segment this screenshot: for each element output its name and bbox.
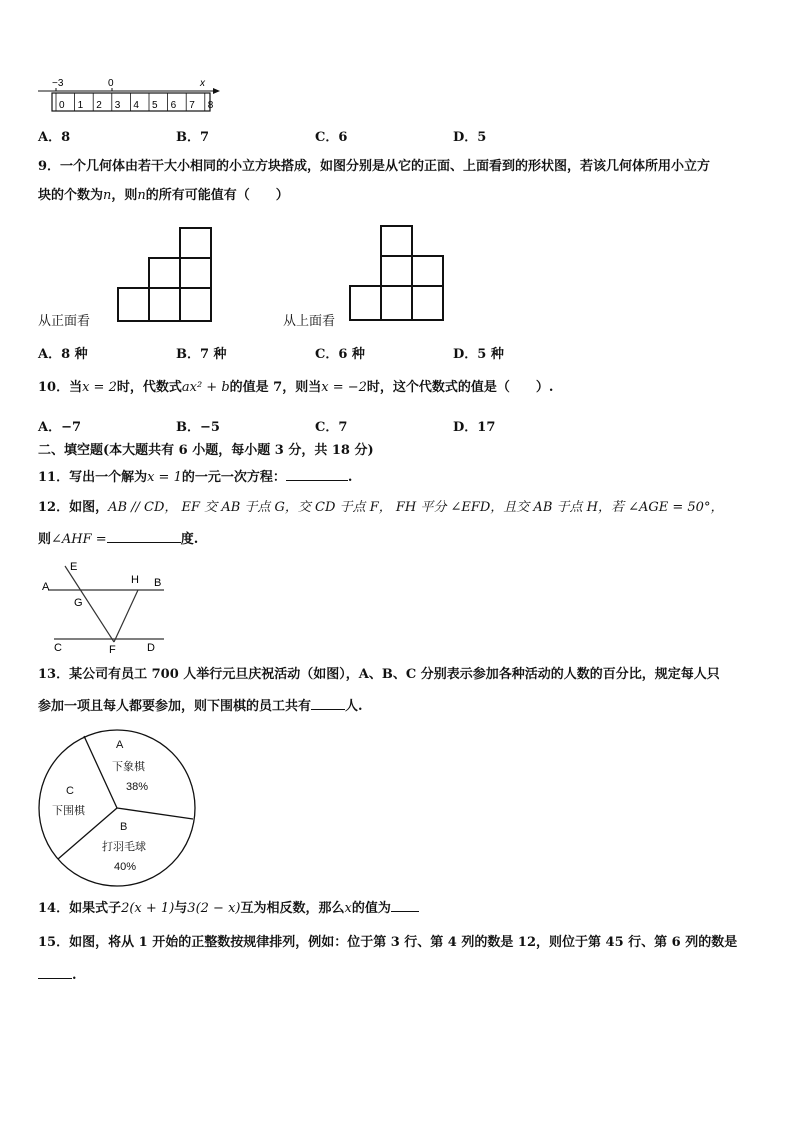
q8-option-d[interactable]: D．5: [453, 130, 487, 145]
q14-answer-blank[interactable]: [391, 899, 419, 912]
pie-C-letter: C: [66, 785, 74, 797]
front-view-label: 从正面看: [38, 314, 91, 329]
fig-label-G: G: [74, 597, 83, 609]
q15-line2: .: [38, 966, 77, 985]
pie-B-pct: 40%: [114, 861, 137, 873]
q12-line1: 12．如图，AB // CD， EF 交 AB 于点 G，交 CD 于点 F， FH 平分 ∠EFD，且交 AB 于点 H，若 ∠AGE = 50°，: [38, 500, 724, 515]
pie-B-letter: B: [120, 821, 128, 833]
q9-option-c[interactable]: C．6 种: [315, 347, 365, 362]
ruler-tick-label: 2: [96, 100, 102, 111]
fig-label-F: F: [109, 644, 116, 656]
ruler-tick-label: 7: [189, 100, 195, 111]
q13-answer-blank[interactable]: [311, 697, 345, 710]
q12-line2: 则∠AHF = 度.: [38, 532, 199, 547]
fig-label-H: H: [131, 574, 139, 586]
ruler-tick-label: 6: [170, 100, 177, 111]
q9-option-d[interactable]: D．5 种: [453, 347, 504, 362]
q9-option-b[interactable]: B．7 种: [176, 347, 227, 362]
q10-option-b[interactable]: B．−5: [176, 420, 220, 435]
pie-C-name: 下围棋: [52, 805, 85, 817]
label-x: x: [200, 78, 205, 89]
label-minus-3: −3: [52, 78, 64, 89]
q10-option-c[interactable]: C．7: [315, 420, 348, 435]
q8-option-b[interactable]: B．7: [176, 130, 210, 145]
q11-text: 11．写出一个解为x = 1的一元一次方程： .: [38, 470, 353, 485]
q11-answer-blank[interactable]: [286, 468, 348, 481]
q10-text: 10．当x = 2时，代数式ax² + b的值是 7，则当x = −2时，这个代数式的值是（ ）.: [38, 380, 554, 395]
pie-A-name: 下象棋: [112, 761, 145, 773]
fig-label-C: C: [54, 642, 62, 654]
var-n-2: n: [137, 188, 146, 203]
q13-line1: 13．某公司有员工 700 人举行元旦庆祝活动（如图），A、B、C 分别表示参加各种活动的人数的百分比，规定每人只: [38, 667, 720, 682]
q8-option-a[interactable]: A．8: [38, 130, 71, 145]
q10-option-a[interactable]: A．−7: [38, 420, 82, 435]
top-view-figure: [344, 222, 464, 324]
ruler-tick-label: 5: [152, 100, 158, 111]
pie-A-letter: A: [116, 739, 124, 751]
ruler-tick-label: 8: [207, 100, 214, 111]
top-view-label: 从上面看: [283, 314, 336, 329]
var-n: n: [103, 188, 112, 203]
label-zero: 0: [108, 78, 114, 89]
fig-label-E: E: [70, 561, 78, 573]
fig-label-B: B: [154, 577, 162, 589]
q14-text: 14．如果式子2(x + 1)与3(2 − x)互为相反数，那么x的值为: [38, 899, 419, 918]
front-view-figure: [110, 224, 220, 326]
ruler-tick-label: 3: [114, 100, 121, 111]
fig-label-A: A: [42, 581, 50, 593]
q9-line1: 9．一个几何体由若干大小相同的小立方块搭成，如图分别是从它的正面、上面看到的形状图，若该几何体所用小立方: [38, 159, 711, 174]
pie-A-pct: 38%: [126, 781, 149, 793]
ruler-tick-label: 1: [77, 100, 84, 111]
q9-option-a[interactable]: A．8 种: [38, 347, 88, 362]
q12-answer-blank[interactable]: [107, 530, 181, 543]
parallel-lines-figure: [40, 560, 170, 656]
q10-option-d[interactable]: D．17: [453, 420, 496, 435]
ruler-tick-label: 0: [59, 100, 65, 111]
section-2-heading: 二、填空题(本大题共有 6 小题，每小题 3 分，共 18 分): [38, 443, 374, 458]
q15-line1: 15．如图，将从 1 开始的正整数按规律排列，例如：位于第 3 行、第 4 列的数是 12，则位于第 45 行、第 6 列的数是: [38, 935, 738, 950]
fig-label-D: D: [147, 642, 155, 654]
q8-option-c[interactable]: C．6: [315, 130, 348, 145]
ruler-tick-label: 4: [133, 100, 139, 111]
pie-B-name: 打羽毛球: [102, 841, 146, 853]
activity-pie-chart: [36, 728, 200, 888]
q15-answer-blank[interactable]: [38, 966, 72, 979]
q9-line2: 块的个数为n，则n的所有可能值有（ ）: [38, 188, 289, 203]
number-line-figure: [34, 76, 224, 116]
q13-line2: 参加一项且每人都要参加，则下围棋的员工共有 人.: [38, 699, 363, 714]
